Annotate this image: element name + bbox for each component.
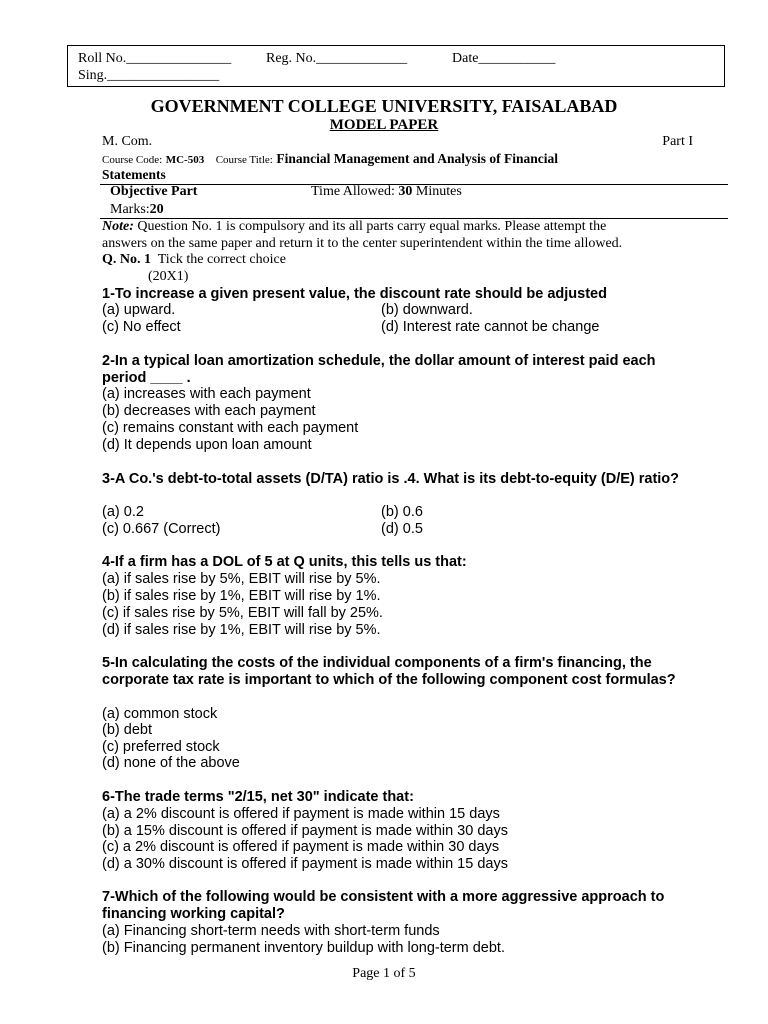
option-2a[interactable]: (a) increases with each payment xyxy=(102,386,311,402)
option-3c[interactable]: (c) 0.667 (Correct) xyxy=(102,521,221,537)
option-4a[interactable]: (a) if sales rise by 5%, EBIT will rise by 5%. xyxy=(102,571,381,587)
sign-field[interactable]: Sing.________________ xyxy=(78,68,220,83)
option-3a[interactable]: (a) 0.2 xyxy=(102,504,144,520)
question-4: 4-If a firm has a DOL of 5 at Q units, this tells us that: xyxy=(102,554,467,570)
option-4c[interactable]: (c) if sales rise by 5%, EBIT will fall by 25%. xyxy=(102,605,383,621)
option-6a[interactable]: (a) a 2% discount is offered if payment is made within 15 days xyxy=(102,806,500,822)
option-1d[interactable]: (d) Interest rate cannot be change xyxy=(381,319,600,335)
time-unit: Minutes xyxy=(415,184,462,199)
marks-label: Marks: xyxy=(110,202,150,217)
course-code: MC-503 xyxy=(165,154,205,166)
course-title-cont: Statements xyxy=(102,167,166,182)
roll-no-field[interactable]: Roll No._______________ xyxy=(78,51,232,66)
course-line xyxy=(102,151,558,168)
option-4b[interactable]: (b) if sales rise by 1%, EBIT will rise by 1%. xyxy=(102,588,381,604)
option-5a[interactable]: (a) common stock xyxy=(102,706,218,722)
question-1: 1-To increase a given present value, the discount rate should be adjusted xyxy=(102,286,607,302)
option-2c[interactable]: (c) remains constant with each payment xyxy=(102,420,359,436)
option-6b[interactable]: (b) a 15% discount is offered if payment is made within 30 days xyxy=(102,823,508,839)
course-code-label: Course Code: xyxy=(102,154,163,166)
q-marks: (20X1) xyxy=(148,269,189,284)
marks xyxy=(110,202,164,218)
date-field[interactable]: Date___________ xyxy=(452,51,556,66)
student-info-box xyxy=(67,45,725,87)
marks-value: 20 xyxy=(149,202,164,217)
time-label: Time Allowed: xyxy=(311,184,395,199)
option-2d[interactable]: (d) It depends upon loan amount xyxy=(102,437,312,453)
note-label: Note: xyxy=(102,219,134,234)
option-2b[interactable]: (b) decreases with each payment xyxy=(102,403,316,419)
note-line-1 xyxy=(102,219,606,235)
q-label: Q. No. 1 xyxy=(102,252,151,267)
note-text-1: Question No. 1 is compulsory and its all parts carry equal marks. Please attempt the xyxy=(137,219,607,234)
time-allowed xyxy=(311,184,462,200)
section-name: Objective Part xyxy=(110,184,198,199)
note-line-2: answers on the same paper and return it to the center superintendent within the time allowed. xyxy=(102,236,623,251)
page-number: Page 1 of 5 xyxy=(352,966,416,981)
option-7b[interactable]: (b) Financing permanent inventory buildup with long-term debt. xyxy=(102,940,505,956)
question-heading xyxy=(102,252,286,268)
question-6: 6-The trade terms "2/15, net 30" indicate that: xyxy=(102,789,414,805)
option-5b[interactable]: (b) debt xyxy=(102,722,152,738)
question-7: 7-Which of the following would be consistent with a more aggressive approach to financing working capital? xyxy=(102,889,665,922)
university-name: GOVERNMENT COLLEGE UNIVERSITY, FAISALABAD xyxy=(150,96,618,116)
option-1b[interactable]: (b) downward. xyxy=(381,302,473,318)
option-4d[interactable]: (d) if sales rise by 1%, EBIT will rise by 5%. xyxy=(102,622,381,638)
option-3d[interactable]: (d) 0.5 xyxy=(381,521,423,537)
option-5d[interactable]: (d) none of the above xyxy=(102,755,240,771)
question-5: 5-In calculating the costs of the individual components of a firm's financing, the corporate tax rate is important to which of the following component cost formulas? xyxy=(102,655,676,688)
course-title: Financial Management and Analysis of Financial xyxy=(276,151,559,166)
time-value: 30 xyxy=(398,184,413,199)
option-5c[interactable]: (c) preferred stock xyxy=(102,739,220,755)
question-3: 3-A Co.'s debt-to-total assets (D/TA) ratio is .4. What is its debt-to-equity (D/E) ratio? xyxy=(102,471,680,487)
q-instruction: Tick the correct choice xyxy=(157,252,286,267)
option-1a[interactable]: (a) upward. xyxy=(102,302,176,318)
question-2: 2-In a typical loan amortization schedule, the dollar amount of interest paid each period ____ . xyxy=(102,353,656,386)
option-1c[interactable]: (c) No effect xyxy=(102,319,181,335)
program: M. Com. xyxy=(102,134,153,149)
course-title-label: Course Title: xyxy=(215,154,273,166)
option-6c[interactable]: (c) a 2% discount is offered if payment is made within 30 days xyxy=(102,839,500,855)
option-7a[interactable]: (a) Financing short-term needs with short-term funds xyxy=(102,923,440,939)
option-6d[interactable]: (d) a 30% discount is offered if payment is made within 15 days xyxy=(102,856,508,872)
paper-type: MODEL PAPER xyxy=(329,117,439,133)
option-3b[interactable]: (b) 0.6 xyxy=(381,504,423,520)
part: Part I xyxy=(662,134,693,149)
reg-no-field[interactable]: Reg. No._____________ xyxy=(266,51,408,66)
